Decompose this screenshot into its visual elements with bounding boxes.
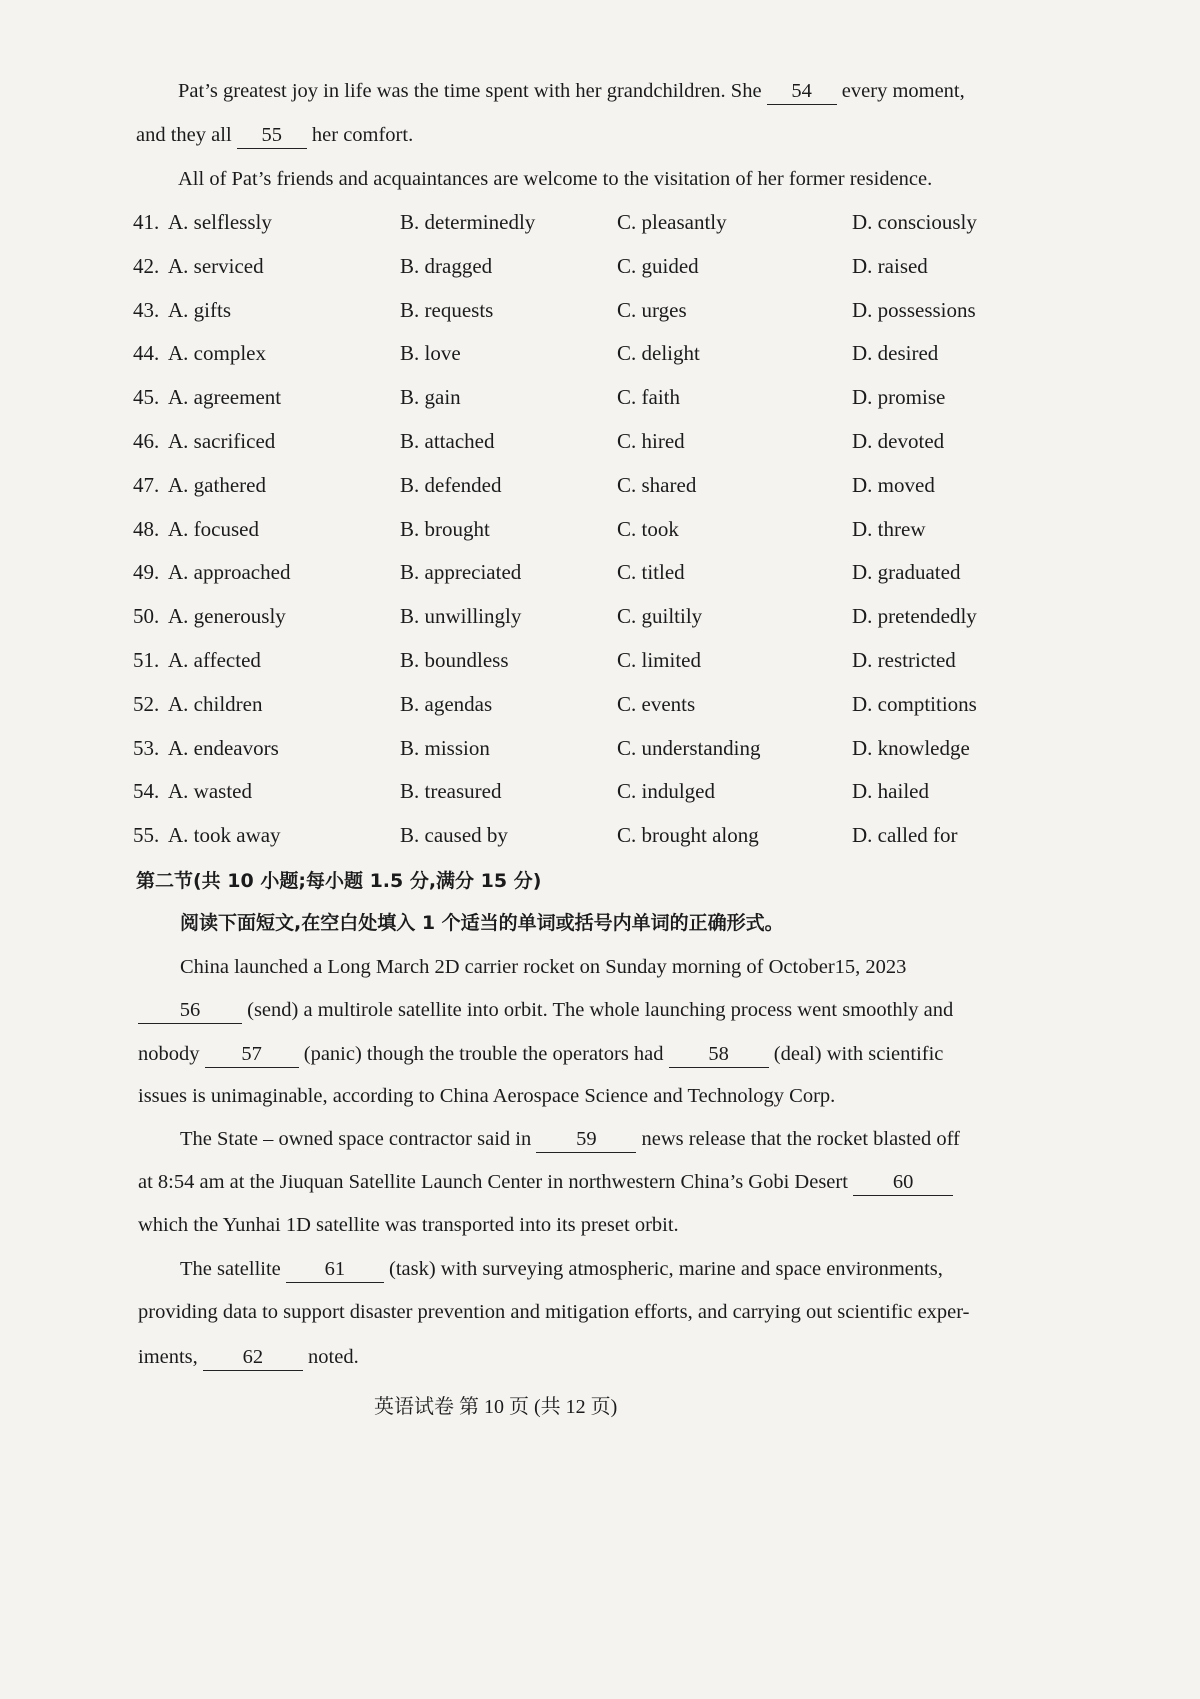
question-number: 43.: [133, 297, 160, 322]
question-number: 45.: [133, 385, 160, 410]
option-b: B. love: [400, 341, 461, 366]
question-number: 46.: [133, 429, 160, 453]
option-c: C. faith: [617, 385, 680, 410]
option-d: D. comptitions: [852, 691, 977, 716]
option-a: A. took away: [168, 823, 281, 848]
option-d: D. raised: [852, 253, 928, 278]
question-number: 51.: [133, 648, 160, 672]
page-footer: 英语试卷 第 10 页 (共 12 页): [374, 1396, 618, 1418]
option-d: D. knowledge: [852, 735, 970, 760]
option-c: C. hired: [617, 429, 685, 453]
option-a: A. gifts: [168, 297, 231, 322]
option-b: B. defended: [400, 472, 502, 497]
option-a: A. complex: [168, 341, 266, 366]
section-heading: 第二节(共 10 小题;每小题 1.5 分,满分 15 分): [136, 870, 542, 892]
question-number: 41.: [133, 210, 160, 234]
blank-61: 61: [286, 1256, 384, 1283]
blank-60: 60: [853, 1169, 953, 1196]
option-a: A. gathered: [168, 472, 266, 497]
option-a: A. focused: [168, 516, 259, 541]
option-c: C. indulged: [617, 779, 715, 804]
question-number: 50.: [133, 604, 160, 629]
option-d: D. pretendedly: [852, 604, 977, 629]
option-d: D. moved: [852, 472, 935, 497]
option-d: D. hailed: [852, 779, 929, 804]
option-a: A. approached: [168, 560, 291, 585]
question-number: 47.: [133, 472, 160, 497]
option-a: A. serviced: [168, 253, 264, 278]
option-b: B. attached: [400, 429, 495, 453]
passage-line: and they all 55 her comfort.: [136, 120, 413, 150]
option-d: D. promise: [852, 385, 946, 410]
question-number: 52.: [133, 691, 160, 716]
blank-58: 58: [669, 1041, 769, 1068]
option-a: A. endeavors: [168, 735, 279, 760]
passage-line: issues is unimaginable, according to China Aerospace Science and Technology Corp.: [138, 1085, 836, 1107]
option-d: D. restricted: [852, 648, 956, 672]
option-c: C. urges: [617, 297, 687, 322]
blank-62: 62: [203, 1344, 303, 1371]
option-d: D. graduated: [852, 560, 961, 585]
blank-59: 59: [536, 1126, 636, 1153]
option-b: B. unwillingly: [400, 604, 522, 629]
blank-54: 54: [767, 78, 837, 105]
blank-56: 56: [138, 997, 242, 1024]
option-a: A. sacrificed: [168, 429, 276, 453]
blank-55: 55: [237, 122, 307, 149]
option-d: D. devoted: [852, 429, 945, 453]
question-number: 55.: [133, 823, 160, 848]
passage-line: All of Pat’s friends and acquaintances are welcome to the visitation of her former residence.: [178, 168, 933, 190]
passage-line: nobody 57 (panic) though the trouble the operators had 58 (deal) with scientific: [138, 1039, 943, 1069]
passage-line: iments, 62 noted.: [138, 1342, 359, 1372]
passage-line: Pat’s greatest joy in life was the time spent with her grandchildren. She 54 every moment,: [178, 76, 965, 106]
option-b: B. treasured: [400, 779, 502, 804]
option-a: A. agreement: [168, 385, 282, 410]
option-b: B. mission: [400, 735, 490, 760]
option-b: B. boundless: [400, 648, 509, 672]
option-d: D. desired: [852, 341, 939, 366]
passage-line: The satellite 61 (task) with surveying atmospheric, marine and space environments,: [180, 1254, 943, 1284]
blank-57: 57: [205, 1041, 299, 1068]
option-a: A. generously: [168, 604, 286, 629]
option-b: B. requests: [400, 297, 494, 322]
question-number: 42.: [133, 253, 160, 278]
option-d: D. possessions: [852, 297, 976, 322]
option-a: A. children: [168, 691, 263, 716]
option-b: B. caused by: [400, 823, 508, 848]
question-number: 54.: [133, 779, 160, 804]
question-number: 53.: [133, 735, 160, 760]
option-c: C. understanding: [617, 735, 761, 760]
option-d: D. called for: [852, 823, 958, 848]
passage-line: which the Yunhai 1D satellite was transported into its preset orbit.: [138, 1214, 679, 1236]
option-b: B. gain: [400, 385, 461, 410]
option-b: B. determinedly: [400, 210, 536, 234]
passage-line: providing data to support disaster prevention and mitigation efforts, and carrying out scientific exper-: [138, 1301, 970, 1323]
option-b: B. brought: [400, 516, 490, 541]
option-a: A. selflessly: [168, 210, 272, 234]
question-number: 48.: [133, 516, 160, 541]
option-c: C. took: [617, 516, 679, 541]
option-c: C. delight: [617, 341, 700, 366]
passage-line: China launched a Long March 2D carrier rocket on Sunday morning of October15, 2023: [180, 956, 907, 978]
question-number: 44.: [133, 341, 160, 366]
option-b: B. agendas: [400, 691, 493, 716]
option-c: C. guided: [617, 253, 699, 278]
option-c: C. shared: [617, 472, 697, 497]
option-c: C. guiltily: [617, 604, 703, 629]
option-c: C. events: [617, 691, 696, 716]
passage-line: 56 (send) a multirole satellite into orbit. The whole launching process went smoothly and: [138, 995, 953, 1025]
passage-line: at 8:54 am at the Jiuquan Satellite Launch Center in northwestern China’s Gobi Desert 60: [138, 1167, 953, 1197]
option-b: B. dragged: [400, 253, 493, 278]
option-c: C. pleasantly: [617, 210, 727, 234]
option-d: D. threw: [852, 516, 926, 541]
option-a: A. wasted: [168, 779, 252, 804]
question-number: 49.: [133, 560, 160, 585]
option-c: C. brought along: [617, 823, 759, 848]
section-instruction: 阅读下面短文,在空白处填入 1 个适当的单词或括号内单词的正确形式。: [180, 912, 784, 934]
option-d: D. consciously: [852, 210, 977, 234]
option-b: B. appreciated: [400, 560, 522, 585]
passage-line: The State – owned space contractor said in 59 news release that the rocket blasted off: [180, 1124, 960, 1154]
option-c: C. titled: [617, 560, 685, 585]
option-c: C. limited: [617, 648, 701, 672]
option-a: A. affected: [168, 648, 261, 672]
